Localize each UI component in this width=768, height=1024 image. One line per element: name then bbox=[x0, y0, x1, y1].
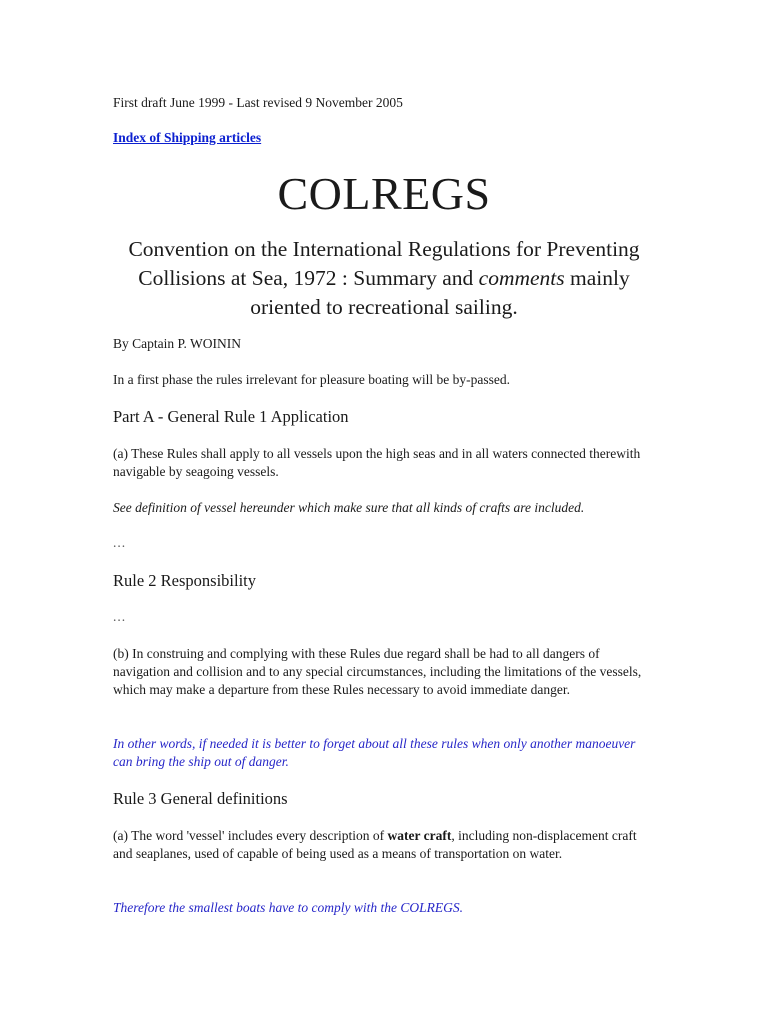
rule1-heading: Part A - General Rule 1 Application bbox=[113, 407, 349, 426]
rule1-ellipsis: ... bbox=[113, 535, 127, 550]
rule3-text-before: (a) The word 'vessel' includes every description of bbox=[113, 828, 388, 843]
rule2-comment: In other words, if needed it is better to forget about all these rules when only another manoeuver can bring the ship out of danger. bbox=[113, 736, 636, 769]
author-line: By Captain P. WOININ bbox=[113, 336, 241, 351]
rule3-text bbox=[113, 827, 658, 863]
rule1-text: (a) These Rules shall apply to all vessels upon the high seas and in all waters connected therewith navigable by seagoing vessels. bbox=[113, 446, 641, 479]
subtitle-part1: Convention on the International Regulations for Preventing Collisions at Sea, 1972 : Summary and bbox=[128, 237, 640, 290]
intro-paragraph: In a first phase the rules irrelevant for pleasure boating will be by-passed. bbox=[113, 372, 510, 387]
rule2-heading: Rule 2 Responsibility bbox=[113, 571, 257, 590]
subtitle-emphasis: comments bbox=[478, 266, 565, 290]
page-title: COLREGS bbox=[277, 168, 491, 219]
rule3-heading: Rule 3 General definitions bbox=[113, 789, 288, 808]
subtitle-text bbox=[104, 235, 664, 322]
rule3-text-after: , including non-displacement craft and seaplanes, used of capable of being used as a means of transportation on water. bbox=[113, 828, 637, 861]
index-paragraph bbox=[113, 129, 658, 147]
index-of-shipping-articles-link[interactable]: Index of Shipping articles bbox=[113, 130, 262, 145]
rule2-text: (b) In construing and complying with these Rules due regard shall be had to all dangers of navigation and collision and to any special circumstances, including the limitations of the vessels, which may make a departure from these Rules necessary to avoid immediate danger. bbox=[113, 646, 642, 697]
rule3-text-bold: water craft bbox=[387, 828, 452, 843]
rule3-comment: Therefore the smallest boats have to comply with the COLREGS. bbox=[113, 900, 463, 915]
draft-date-line: First draft June 1999 - Last revised 9 November 2005 bbox=[113, 95, 403, 110]
rule1-comment: See definition of vessel hereunder which make sure that all kinds of crafts are included. bbox=[113, 500, 585, 515]
rule2-ellipsis: ... bbox=[113, 609, 127, 624]
page-subtitle bbox=[0, 235, 768, 322]
subtitle-part2: mainly oriented to recreational sailing. bbox=[250, 266, 630, 319]
